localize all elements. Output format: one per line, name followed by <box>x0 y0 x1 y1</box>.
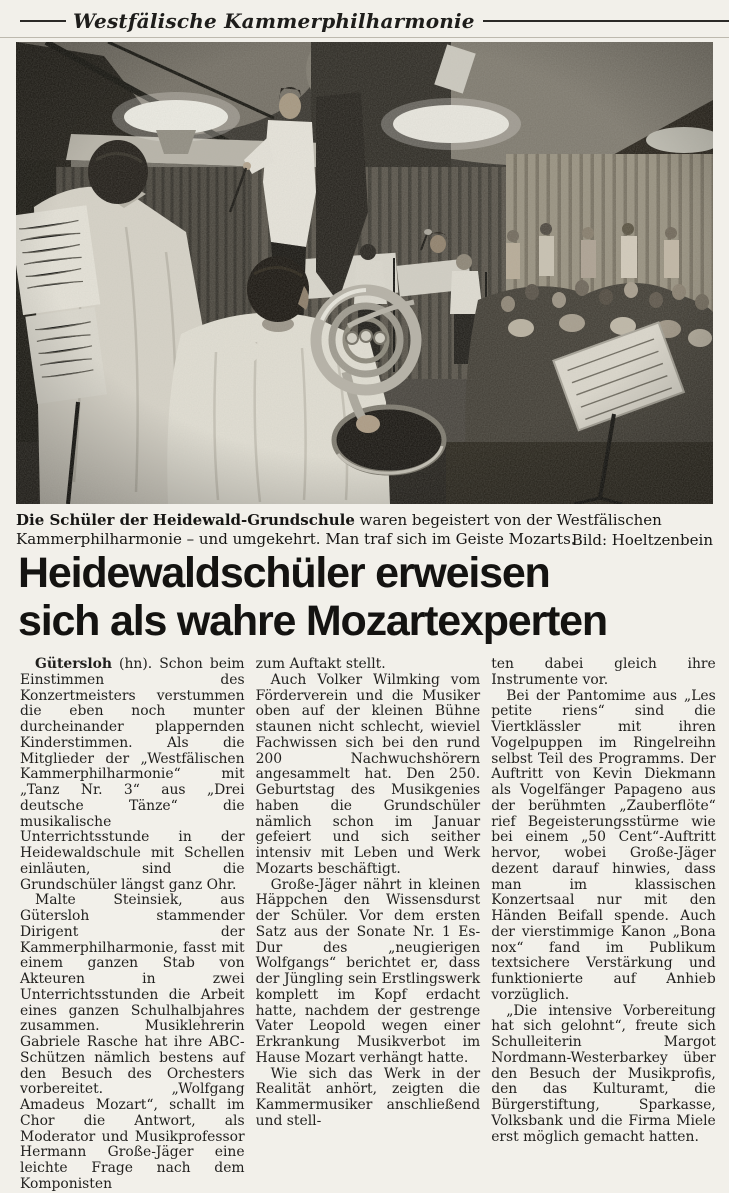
article-column-3 <box>491 657 716 1193</box>
article-paragraph: Malte Steinsiek, aus Gütersloh stammender Dirigent der Kammerphilharmonie, fasst mit einem ganzen Stab von Akteuren in zwei Unterrichtsstunden die Arbeit eines ganzen Schulhalbjahres zusammen. Musiklehrerin Gabriele Rasche hat ihre ABC-Schützen nämlich bestens auf den Besuch des Orchesters vorbereitet. „Wolfgang Amadeus Mozart“, schallt im Chor die Antwort, als Moderator und Musikprofessor Hermann Große-Jäger eine leichte Frage nach dem Komponisten <box>20 892 245 1192</box>
article-paragraph: Auch Volker Wilmking vom Förderverein und die Musiker oben auf der kleinen Bühne staunen nicht schlecht, wieviel Fachwissen sich bei den rund 200 Nachwuchshörern angesammelt hat. Den 250. Geburtstag des Musikgenies haben die Grundschüler nämlich schon im Januar gefeiert und sich seither intensiv mit Leben und Werk Mozarts beschäftigt. <box>255 671 481 877</box>
caption-lead: Die Schüler der Heidewald-Grundschule <box>16 511 355 529</box>
section-title: Westfälische Kammerphilharmonie <box>73 9 475 33</box>
photo-caption <box>16 511 713 551</box>
article-paragraph: ten dabei gleich ihre Instrumente vor. <box>491 656 716 688</box>
article-paragraph: „Die intensive Vorbereitung hat sich gelohnt“, freute sich Schulleiterin Margot Nordmann-Westerbarkey über den Besuch der Musikprofis, den das Kulturamt, die Bürgerstiftung, Sparkasse, Volksbank und die Firma Miele erst möglich gemacht hatten. <box>491 1002 716 1145</box>
section-rubric <box>20 9 729 33</box>
article-paragraph: Große-Jäger nährt in kleinen Häppchen den Wissensdurst der Schüler. Vor dem ersten Satz aus der Sonate Nr. 1 Es-Dur des „neugierigen Wolfgangs“ berichtet er, dass der Jüngling sein Erstlingswerk komplett im Kopf erdacht hatte, nachdem der gestrenge Vater Leopold wegen einer Erkrankung Musikverbot im Hause Mozart verhängt hatte. <box>255 876 481 1066</box>
headline-line1: Heidewaldschüler erweisen <box>18 549 550 597</box>
photo-credit: Bild: Hoeltzenbein <box>571 531 713 549</box>
article-column-1 <box>20 657 245 1193</box>
dateline: Gütersloh <box>35 656 112 672</box>
article-paragraph: Bei der Pantomime aus „Les petite riens“ sind die Viertklässler mit ihren Vogelpuppen im Ringelreihn selbst Teil des Programms. Der Auftritt von Kevin Diekmann als Vogelfänger Papageno aus der berühmten „Zauberflöte“ rief Begeisterungsstürme wie bei einem „50 Cent“-Auftritt hervor, wobei Große-Jäger dezent darauf hinwies, dass man im klassischen Konzertsaal nur mit den Händen Beifall spende. Auch der vierstimmige Kanon „Bona nox“ fand im Publikum textsichere Verstärkung und funktionierte auf Anhieb vorzüglich. <box>491 687 716 1003</box>
article-paragraph: zum Auftakt stellt. <box>255 656 386 672</box>
rubric-dash <box>20 20 66 22</box>
rubric-rule <box>483 20 729 22</box>
article-paragraph: Wie sich das Werk in der Realität anhört, zeigten die Kammermusiker anschließend und stell- <box>255 1065 481 1129</box>
article-body <box>20 657 716 1193</box>
article-paragraph: Gütersloh (hn). Schon beim Einstimmen des Konzertmeisters verstummen die eben noch munter durcheinander plappernden Kinderstimmen. Als die Mitglieder der „Westfälischen Kammerphilharmonie“ mit „Tanz Nr. 3“ aus „Drei deutsche Tänze“ die musikalische Unterrichtsstunde in der Heidewaldschule mit Schellen einläuten, sind die Grundschüler längst ganz Ohr. <box>20 656 245 893</box>
masthead-hairline <box>0 37 729 38</box>
article-photo <box>16 42 713 504</box>
headline-line2: sich als wahre Mozartexperten <box>18 597 607 645</box>
orchestra-photo-illustration <box>16 42 713 504</box>
caption-text: waren begeistert von der Westfälischen Kammerphilharmonie – und umgekehrt. Man traf sich im Geiste Mozarts. <box>16 511 662 548</box>
article-headline <box>18 549 718 645</box>
article-column-2 <box>256 657 481 1193</box>
